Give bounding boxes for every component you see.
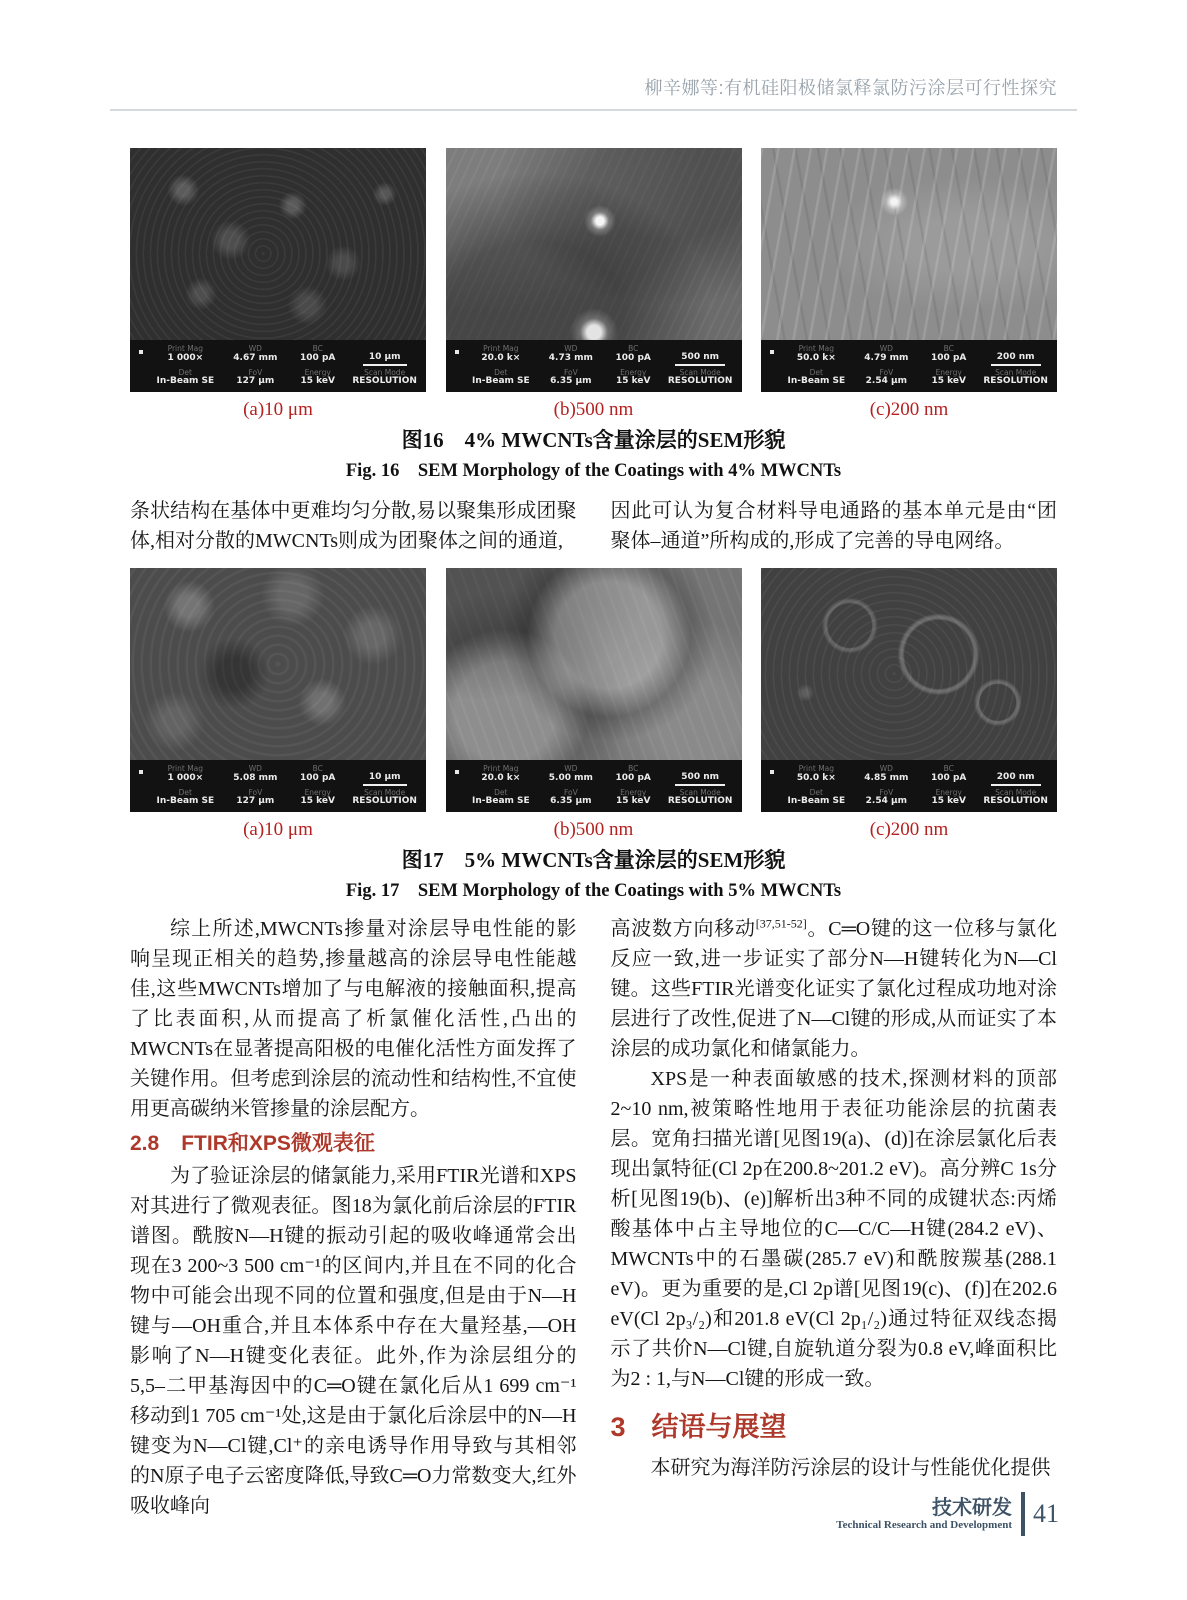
sem-meta-value: 15 keV xyxy=(300,375,335,386)
sem-meta-label: BC xyxy=(628,764,639,774)
sem-scale-bar: 500 nm xyxy=(675,353,725,366)
sem-image-fig17-c xyxy=(761,568,1057,812)
sem-meta-label: Scan Mode xyxy=(679,367,721,377)
sem-meta-row xyxy=(466,345,736,366)
sem-meta-value: 1 000× xyxy=(167,352,204,363)
sem-meta-value: 100 pA xyxy=(931,772,967,783)
sem-marker-dot xyxy=(455,350,459,354)
footer-section-cn: 技术研发 xyxy=(932,1496,1012,1519)
sem-meta-value: 5.00 mm xyxy=(548,772,593,783)
sem-meta-value: 4.85 mm xyxy=(864,772,909,783)
sem-meta-label: FoV xyxy=(879,787,894,797)
sem-meta-row xyxy=(466,369,736,387)
sem-meta-value: In-Beam SE xyxy=(471,375,530,386)
sem-meta-value: 15 keV xyxy=(931,795,966,806)
figure-16-subcaptions xyxy=(130,399,1057,421)
sem-meta-row xyxy=(150,789,420,807)
sem-micrograph xyxy=(446,568,742,760)
figure-16-images xyxy=(130,148,1057,392)
sem-marker-dot xyxy=(455,770,459,774)
section-heading-2-8 xyxy=(130,1131,577,1157)
sem-meta-label: WD xyxy=(248,344,262,354)
sem-scale-bar: 200 nm xyxy=(991,353,1041,366)
subcaption-a: (a)10 μm xyxy=(243,399,313,420)
sem-meta-value: 20.0 k× xyxy=(481,352,521,363)
sem-meta-value: 15 keV xyxy=(300,795,335,806)
sem-meta-label: Scan Mode xyxy=(995,367,1037,377)
paragraph-text: 高波数方向移动 xyxy=(610,918,756,940)
sem-meta-value: In-Beam SE xyxy=(787,795,846,806)
intro-right-column xyxy=(611,496,1058,556)
sem-meta-value: In-Beam SE xyxy=(471,795,530,806)
body-columns xyxy=(130,914,1057,1521)
sem-meta-label: Det xyxy=(494,367,508,377)
sem-meta-row xyxy=(150,345,420,366)
paragraph xyxy=(611,914,1058,1064)
sem-meta-value: RESOLUTION xyxy=(667,375,733,386)
section-heading-3 xyxy=(611,1410,1058,1444)
sem-info-bar xyxy=(446,760,742,812)
footer-section-en: Technical Research and Development xyxy=(836,1518,1012,1531)
sem-meta-label: BC xyxy=(312,344,323,354)
figure-17-caption-en: Fig. 17 SEM Morphology of the Coatings with 5% MWCNTs xyxy=(345,881,842,901)
sem-meta-row xyxy=(150,369,420,387)
sem-marker-dot xyxy=(770,350,774,354)
sem-meta-value: RESOLUTION xyxy=(983,375,1048,386)
sem-info-bar xyxy=(130,340,426,392)
sem-meta-label: Energy xyxy=(304,367,331,377)
sem-meta-value: 20.0 k× xyxy=(481,772,521,783)
sem-meta-label: BC xyxy=(628,344,639,354)
subcaption-b: (b)500 nm xyxy=(553,819,634,840)
sem-meta-row xyxy=(781,369,1051,387)
sem-meta-value: 100 pA xyxy=(931,352,967,363)
sem-meta-value: In-Beam SE xyxy=(156,795,215,806)
subcaption-a: (a)10 μm xyxy=(243,819,313,840)
figure-17-block xyxy=(130,568,1057,902)
sem-meta-label: Energy xyxy=(935,787,962,797)
sem-meta-value: 100 pA xyxy=(615,352,651,363)
sem-meta-value: 50.0 k× xyxy=(796,352,836,363)
subcaption-b: (b)500 nm xyxy=(553,399,634,420)
sem-meta-label: FoV xyxy=(248,367,263,377)
body-right-column xyxy=(611,914,1058,1521)
sem-meta-label: Energy xyxy=(304,787,331,797)
sem-meta-label: Scan Mode xyxy=(364,787,406,797)
sem-meta-value: 100 pA xyxy=(300,772,336,783)
sem-meta-label: FoV xyxy=(563,787,578,797)
sem-meta-label: Scan Mode xyxy=(995,787,1037,797)
sem-micrograph xyxy=(761,148,1057,340)
sem-meta-label: Print Mag xyxy=(167,344,204,354)
sem-marker-dot xyxy=(139,350,143,354)
sem-micrograph xyxy=(130,148,426,340)
intro-paragraphs xyxy=(130,496,1057,556)
subcaption-c: (c)200 nm xyxy=(869,819,949,840)
sem-meta-value: 15 keV xyxy=(615,795,651,806)
sem-meta-value: 4.79 mm xyxy=(864,352,909,363)
sem-meta-value: 50.0 k× xyxy=(796,772,836,783)
sem-meta-value: 100 pA xyxy=(300,352,336,363)
sem-meta-label: WD xyxy=(879,344,893,354)
sem-meta-label: FoV xyxy=(879,367,894,377)
sem-image-fig17-a xyxy=(130,568,426,812)
sem-scale-bar: 200 nm xyxy=(991,773,1041,786)
paragraph: 因此可认为复合材料导电通路的基本单元是由“团聚体–通道”所构成的,形成了完善的导电网络。 xyxy=(610,500,1057,552)
figure-17-caption-cn: 图17 5% MWCNTs含量涂层的SEM形貌 xyxy=(401,848,786,872)
sem-meta-label: WD xyxy=(564,764,578,774)
sem-meta-label: Det xyxy=(178,367,192,377)
sem-meta-value: In-Beam SE xyxy=(787,375,846,386)
sem-meta-label: Print Mag xyxy=(798,344,835,354)
sem-meta-label: Det xyxy=(809,787,823,797)
sem-meta-label: Det xyxy=(178,787,192,797)
sem-meta-label: Print Mag xyxy=(483,344,519,354)
sem-image-fig17-b xyxy=(446,568,742,812)
sem-image-fig16-a xyxy=(130,148,426,392)
sem-meta-value: 1 000× xyxy=(167,772,204,783)
sem-meta-row xyxy=(781,765,1051,786)
sem-meta-label: FoV xyxy=(563,367,578,377)
page-number: 41 xyxy=(1033,1499,1059,1528)
sem-meta-value: 4.73 mm xyxy=(548,352,593,363)
sem-meta-label: BC xyxy=(312,764,323,774)
figure-17-images xyxy=(130,568,1057,812)
sem-meta-label: Scan Mode xyxy=(364,367,406,377)
sem-meta-value: RESOLUTION xyxy=(667,795,733,806)
sem-info-bar xyxy=(761,760,1057,812)
sem-meta-value: RESOLUTION xyxy=(352,795,417,806)
sem-scale-bar: 10 μm xyxy=(363,773,407,786)
reference-superscript: [37,51-52] xyxy=(755,916,807,931)
section-title: 结语与展望 xyxy=(651,1412,787,1442)
sem-micrograph xyxy=(446,148,742,340)
sem-meta-value: 127 μm xyxy=(236,795,275,806)
sem-meta-label: WD xyxy=(879,764,893,774)
header-divider xyxy=(110,109,1077,111)
sem-meta-row xyxy=(781,789,1051,807)
section-number: 3 xyxy=(610,1412,626,1442)
sem-meta-label: WD xyxy=(564,344,578,354)
sem-scale-bar: 500 nm xyxy=(675,773,725,786)
footer-divider xyxy=(1021,1492,1025,1536)
sem-meta-label: FoV xyxy=(248,787,263,797)
sem-meta-label: BC xyxy=(943,344,954,354)
sem-meta-value: 6.35 μm xyxy=(550,795,592,806)
sem-meta-value: 4.67 mm xyxy=(233,352,278,363)
sem-info-bar xyxy=(761,340,1057,392)
sem-meta-label: Energy xyxy=(935,367,962,377)
sem-image-fig16-b xyxy=(446,148,742,392)
section-title: FTIR和XPS微观表征 xyxy=(181,1132,375,1155)
sem-meta-value: 15 keV xyxy=(615,375,651,386)
sem-image-fig16-c xyxy=(761,148,1057,392)
sem-meta-row xyxy=(150,765,420,786)
sem-meta-row xyxy=(781,345,1051,366)
sem-meta-label: BC xyxy=(943,764,954,774)
sem-meta-value: 100 pA xyxy=(615,772,651,783)
sem-info-bar xyxy=(130,760,426,812)
sem-meta-value: In-Beam SE xyxy=(156,375,215,386)
body-left-column xyxy=(130,914,577,1521)
subcaption-c: (c)200 nm xyxy=(869,399,949,420)
running-header: 柳辛娜等:有机硅阳极储氯释氯防污涂层可行性探究 xyxy=(644,78,1057,98)
sem-meta-value: 2.54 μm xyxy=(865,795,908,806)
sem-meta-value: 15 keV xyxy=(931,375,966,386)
sem-meta-label: Det xyxy=(809,367,823,377)
footer-section xyxy=(836,1497,1012,1532)
sem-meta-label: Energy xyxy=(620,787,647,797)
sem-meta-label: Energy xyxy=(620,367,647,377)
paragraph: XPS是一种表面敏感的技术,探测材料的顶部2~10 nm,被策略性地用于表征功能涂层的抗菌表层。宽角扫描光谱[见图19(a)、(d)]在涂层氯化后表现出氯特征(Cl 2p在200.8~201.2 eV)。高分辨C 1s分析[见图19(b)、(e)]解析出3种不同的成键状态:丙烯酸基体中占主导地位的C—C/C—H键(284.2 eV)、MWCNTs中的石墨碳(285.7 eV)和酰胺羰基(288.1 eV)。更为重要的是,Cl 2p谱[见图19(c)、(f)]在202.6 eV(Cl 2p₃/₂)和201.8 eV(Cl 2p₁/₂)通过特征双线态揭示了共价N—Cl键,自旋轨道分裂为0.8 eV,峰面积比为2 : 1,与N—Cl键的形成一致。 xyxy=(610,1068,1057,1390)
sem-meta-label: WD xyxy=(248,764,262,774)
sem-meta-label: Print Mag xyxy=(167,764,204,774)
paragraph: 综上所述,MWCNTs掺量对涂层导电性能的影响呈现正相关的趋势,掺量越高的涂层导电性能越佳,这些MWCNTs增加了与电解液的接触面积,提高了比表面积,从而提高了析氯催化活性,凸出的MWCNTs在显著提高阳极的电催化活性方面发挥了关键作用。但考虑到涂层的流动性和结构性,不宜使用更高碳纳米管掺量的涂层配方。 xyxy=(130,918,577,1120)
sem-meta-value: RESOLUTION xyxy=(352,375,417,386)
page-footer xyxy=(836,1492,1059,1536)
sem-meta-value: 2.54 μm xyxy=(865,375,908,386)
figure-16-caption-en: Fig. 16 SEM Morphology of the Coatings with 4% MWCNTs xyxy=(345,461,842,481)
sem-micrograph xyxy=(130,568,426,760)
intro-left-column xyxy=(130,496,577,556)
figure-17-subcaptions xyxy=(130,819,1057,841)
sem-meta-value: 6.35 μm xyxy=(550,375,592,386)
sem-meta-label: Print Mag xyxy=(798,764,835,774)
sem-info-bar xyxy=(446,340,742,392)
paragraph-text: 。C═O键的这一位移与氯化反应一致,进一步证实了部分N—H键转化为N—Cl键。这些FTIR光谱变化证实了氯化过程成功地对涂层进行了改性,促进了N—Cl键的形成,从而证实了本涂层的成功氯化和储氯能力。 xyxy=(610,918,1058,1060)
sem-marker-dot xyxy=(139,770,143,774)
paragraph: 本研究为海洋防污涂层的设计与性能优化提供 xyxy=(650,1457,1051,1479)
sem-micrograph xyxy=(761,568,1057,760)
figure-16-caption-cn: 图16 4% MWCNTs含量涂层的SEM形貌 xyxy=(401,428,786,452)
paragraph: 条状结构在基体中更难均匀分散,易以聚集形成团聚体,相对分散的MWCNTs则成为团聚体之间的通道, xyxy=(130,500,577,552)
sem-meta-label: Scan Mode xyxy=(679,787,721,797)
paragraph: 为了验证涂层的储氯能力,采用FTIR光谱和XPS对其进行了微观表征。图18为氯化前后涂层的FTIR谱图。酰胺N—H键的振动引起的吸收峰通常会出现在3 200~3 500 cm⁻¹的区间内,并且在不同的化合物中可能会出现不同的位置和强度,但是由于N—H键与—OH重合,并且本体系中存在大量羟基,—OH影响了N—H键变化表征。此外,作为涂层组分的5,5–二甲基海因中的C═O键在氯化后从1 699 cm⁻¹移动到1 705 cm⁻¹处,这是由于氯化后涂层中的N—H键变为N—Cl键,Cl⁺的亲电诱导作用导致与其相邻的N原子电子云密度降低,导致C═O力常数变大,红外吸收峰向 xyxy=(130,1165,577,1517)
sem-meta-value: 5.08 mm xyxy=(233,772,278,783)
sem-meta-label: Print Mag xyxy=(483,764,519,774)
figure-16-block xyxy=(130,148,1057,482)
sem-meta-label: Det xyxy=(494,787,508,797)
sem-scale-bar: 10 μm xyxy=(363,353,407,366)
sem-meta-row xyxy=(466,765,736,786)
sem-meta-value: RESOLUTION xyxy=(983,795,1048,806)
sem-marker-dot xyxy=(770,770,774,774)
sem-meta-value: 127 μm xyxy=(236,375,275,386)
sem-meta-row xyxy=(466,789,736,807)
section-number: 2.8 xyxy=(130,1132,160,1155)
